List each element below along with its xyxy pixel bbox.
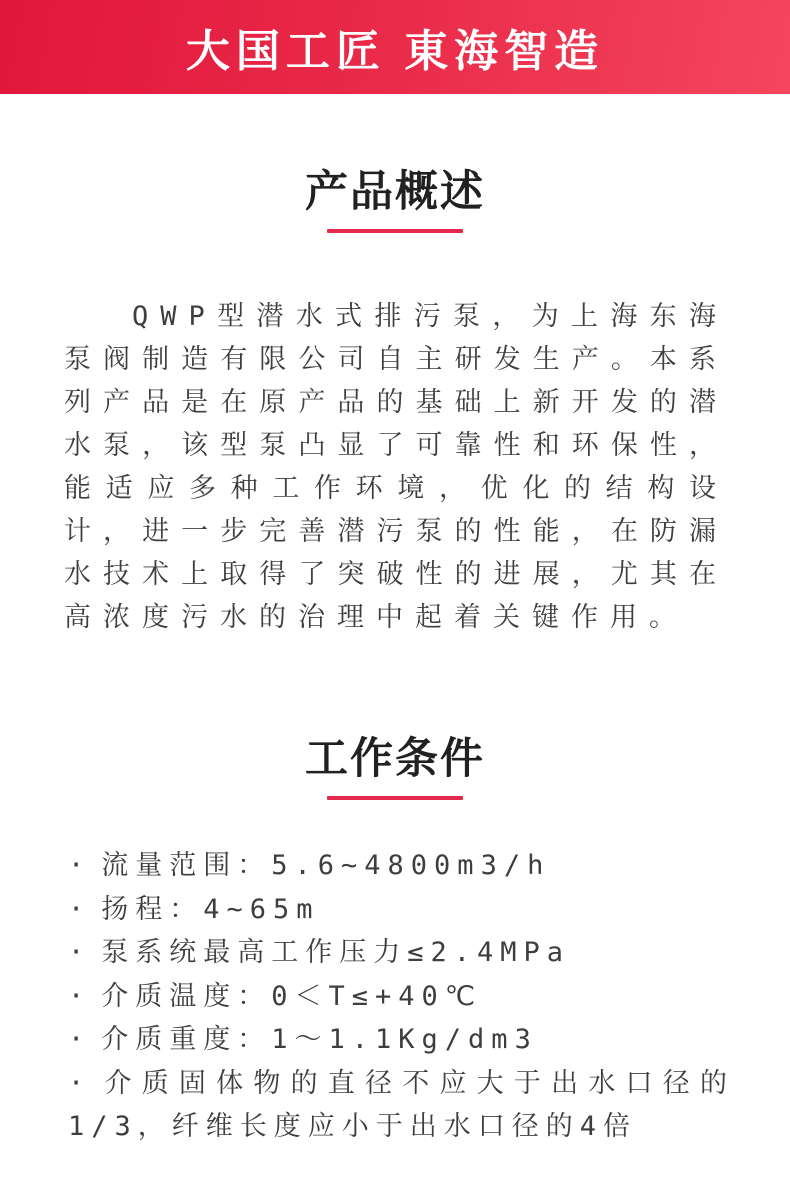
bullet-marker: · [68,893,92,925]
banner-title: 大国工匠 東海智造 [185,27,605,76]
section-product-overview [0,170,790,639]
bullet-marker: · [68,1067,92,1099]
bullet-marker: · [68,1024,92,1056]
condition-item-text: 流量范围：5.6~4800m3/h [101,850,551,882]
condition-item-text: 介质温度：0＜T≤+40℃ [101,980,483,1012]
condition-item-text: 扬程：4~65m [101,893,320,925]
conditions-list [68,844,734,1193]
overview-title: 产品概述 [305,168,485,216]
conditions-title: 工作条件 [305,735,485,784]
bullet-marker: · [68,937,92,969]
condition-item-medium-density [68,1018,734,1062]
condition-item-solids-size [68,1062,734,1149]
condition-item-text: 介质重度：1～1.1Kg/dm3 [101,1024,538,1056]
condition-item-max-pressure [68,931,734,975]
overview-heading [0,170,790,233]
conditions-title-underline [327,796,463,800]
section-working-conditions [0,737,790,1193]
bullet-marker: · [68,980,92,1012]
condition-item-medium-temperature [68,975,734,1019]
condition-item-flow-range [68,844,734,888]
brand-banner [0,0,790,94]
overview-paragraph: QWP型潜水式排污泵，为上海东海泵阀制造有限公司自主研发生产。本系列产品是在原产品的基础上新开发的潜水泵，该型泵凸显了可靠性和环保性，能适应多种工作环境，优化的结构设计，进一步完善潜污泵的性能，在防漏水技术上取得了突破性的进展，尤其在高浓度污水的治理中起着关键作用。 [64,301,728,634]
conditions-heading [0,737,790,800]
bullet-marker: · [68,850,92,882]
condition-item-head [68,888,734,932]
condition-item-text: 泵系统最高工作压力≤2.4MPa [101,937,571,969]
overview-title-underline [327,229,463,233]
condition-item-text: 介质固体物的直径不应大于出水口径的1/3，纤维长度应小于出水口径的4倍 [68,1067,734,1143]
